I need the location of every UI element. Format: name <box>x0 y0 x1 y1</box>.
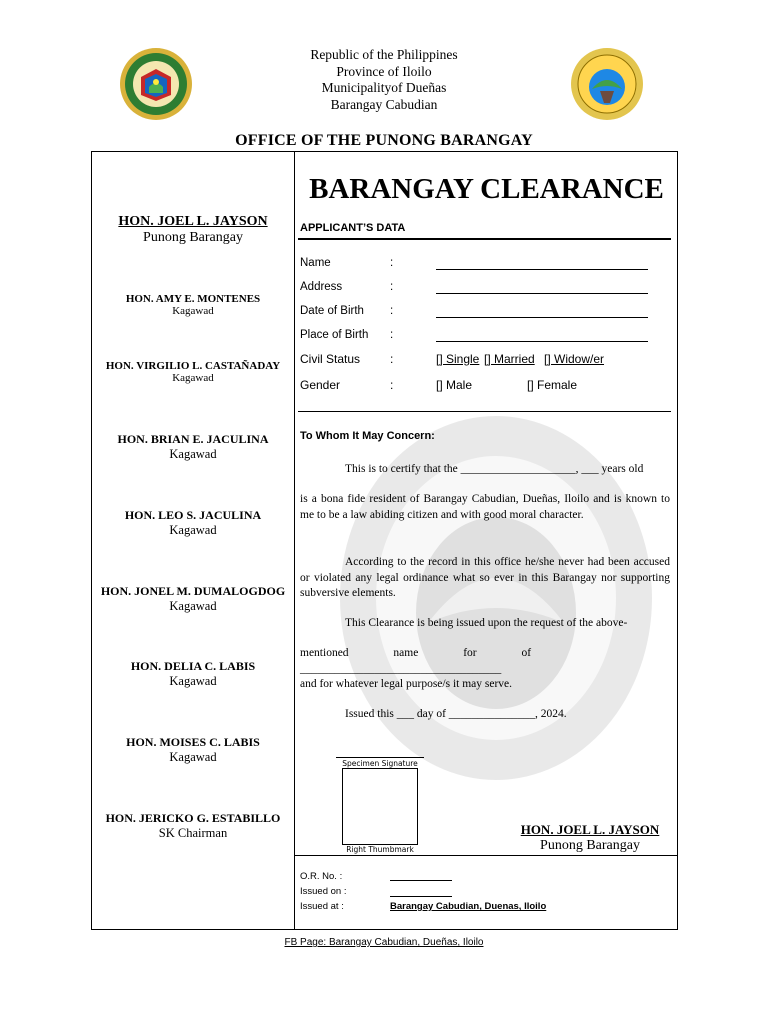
civil-status-widower-checkbox[interactable]: [] Widow/er <box>544 352 605 366</box>
municipality-seal-logo <box>119 47 193 121</box>
official-position: Punong Barangay <box>143 230 243 245</box>
issuance-request-paragraph <box>300 616 670 632</box>
place-of-birth-label: Place of Birth <box>300 329 369 341</box>
official-kagawad <box>92 584 294 614</box>
civil-status-single-checkbox[interactable]: [] Single <box>436 352 480 366</box>
official-name: HON. BRIAN E. JACULINA <box>117 432 269 446</box>
applicant-section-title: APPLICANT’S DATA <box>300 222 406 234</box>
official-name: HON. AMY E. MONTENES <box>125 293 261 305</box>
gender-label: Gender <box>300 378 341 392</box>
request-line-2: mentioned name for of ___________________________________ <box>300 647 532 675</box>
official-kagawad <box>92 432 294 462</box>
header-line-republic: Republic of the Philippines <box>310 47 458 62</box>
official-kagawad <box>92 360 294 384</box>
date-of-birth-label: Date of Birth <box>300 305 364 317</box>
official-position: SK Chairman <box>158 826 228 840</box>
section-rule <box>298 238 671 240</box>
specimen-signature-line[interactable] <box>336 757 424 758</box>
official-position: Kagawad <box>172 305 214 317</box>
civil-status-label: Civil Status <box>300 352 361 366</box>
office-title: OFFICE OF THE PUNONG BARANGAY <box>235 132 533 149</box>
official-kagawad <box>92 508 294 538</box>
official-name: HON. JOEL L. JAYSON <box>118 214 268 229</box>
header-line-province: Province of Iloilo <box>336 63 432 79</box>
record-text: According to the record in this office he/she never had been accused or violated any legal ordinance what so ever in this Barangay nor supporting subversive elements. <box>300 556 670 599</box>
gender-male-checkbox[interactable]: [] Male <box>436 378 473 392</box>
official-sk-chairman <box>92 811 294 841</box>
issued-on-field[interactable] <box>390 896 452 897</box>
address-label: Address <box>300 281 343 293</box>
official-position: Kagawad <box>169 674 217 688</box>
or-number-label: O.R. No. : <box>300 871 343 882</box>
place-of-birth-field[interactable] <box>436 341 648 342</box>
issued-at-label: Issued at : <box>300 901 344 912</box>
official-name: HON. DELIA C. LABIS <box>130 659 256 673</box>
official-name: HON. JONEL M. DUMALOGDOG <box>100 584 286 598</box>
official-position: Kagawad <box>169 599 217 613</box>
official-kagawad <box>92 293 294 317</box>
date-of-birth-colon: : <box>390 305 394 317</box>
address-field[interactable] <box>436 293 648 294</box>
right-thumbmark-box[interactable] <box>342 768 418 845</box>
civil-status-colon: : <box>390 352 394 366</box>
residency-paragraph: is a bona fide resident of Barangay Cabudian, Dueñas, Iloilo and is known to me to be a law abiding citizen and with good moral character. <box>300 493 670 521</box>
date-of-birth-field[interactable] <box>436 317 648 318</box>
official-position: Kagawad <box>169 750 217 764</box>
gender-colon: : <box>390 378 394 392</box>
issued-date-paragraph <box>300 707 670 723</box>
official-position: Kagawad <box>169 523 217 537</box>
fields-rule <box>298 411 671 412</box>
issued-at-value: Barangay Cabudian, Duenas, Iloilo <box>390 901 547 912</box>
signer-name: HON. JOEL L. JAYSON <box>520 822 660 837</box>
official-name: HON. VIRGILIO L. CASTAÑADAY <box>105 360 281 372</box>
civil-status-married-checkbox[interactable]: [] Married <box>484 352 535 366</box>
header-line-barangay: Barangay Cabudian <box>330 96 438 112</box>
official-name: HON. MOISES C. LABIS <box>126 735 260 749</box>
official-name: HON. LEO S. JACULINA <box>124 508 262 522</box>
specimen-signature-label: Specimen Signature <box>342 759 418 768</box>
certification-paragraph <box>300 462 670 478</box>
right-thumbmark-label: Right Thumbmark <box>346 845 414 854</box>
header-address <box>234 47 534 113</box>
facebook-page-link[interactable]: FB Page: Barangay Cabudian, Dueñas, Iloilo <box>284 937 484 948</box>
name-colon: : <box>390 257 394 269</box>
purpose-line: and for whatever legal purpose/s it may serve. <box>300 678 513 690</box>
certification-line-1: This is to certify that the ____________________, ___ years old <box>345 463 644 475</box>
column-divider <box>294 151 295 930</box>
place-of-birth-colon: : <box>390 329 394 341</box>
signer-position: Punong Barangay <box>540 838 640 853</box>
official-punong-barangay <box>92 214 294 246</box>
record-paragraph <box>300 555 670 602</box>
official-position: Kagawad <box>169 447 217 461</box>
name-label: Name <box>300 257 331 269</box>
official-kagawad <box>92 735 294 765</box>
or-number-field[interactable] <box>390 880 452 881</box>
request-line-1: This Clearance is being issued upon the request of the above- <box>345 617 628 629</box>
issued-date-text: Issued this ___ day of _______________, 2024. <box>345 708 567 720</box>
gender-female-checkbox[interactable]: [] Female <box>527 378 578 392</box>
salutation: To Whom It May Concern: <box>300 430 435 442</box>
issuance-divider <box>294 855 678 856</box>
official-name: HON. JERICKO G. ESTABILLO <box>105 811 281 825</box>
header-line-municipality: Municipalityof Dueñas <box>321 80 447 95</box>
issued-on-label: Issued on : <box>300 886 347 897</box>
official-kagawad <box>92 659 294 689</box>
barangay-seal-logo <box>570 47 644 121</box>
address-colon: : <box>390 281 394 293</box>
official-position: Kagawad <box>172 372 214 384</box>
document-title: BARANGAY CLEARANCE <box>309 173 664 205</box>
name-field[interactable] <box>436 269 648 270</box>
